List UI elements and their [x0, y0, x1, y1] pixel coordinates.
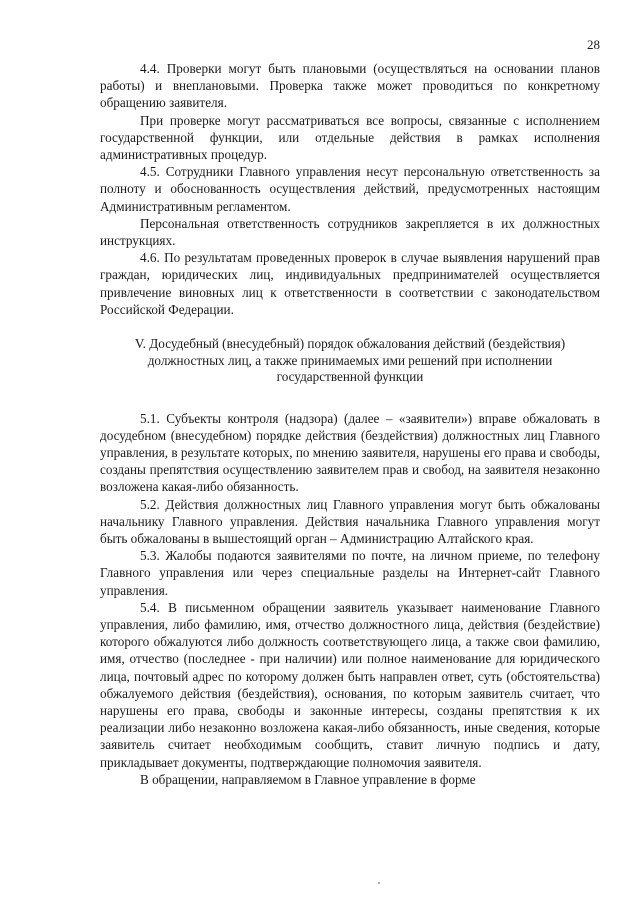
page-number: 28	[587, 37, 600, 52]
paragraph-5-2: 5.2. Действия должностных лиц Главного управления могут быть обжалованы начальнику Главного управления. Действия начальника Главного управления могут быть обжалованы в вышестоящий орган – Администрацию Алтайского края.	[100, 496, 600, 546]
paragraph-4-6: 4.6. По результатам проведенных проверок в случае выявления нарушений прав граждан, юридических лиц, индивидуальных предпринимателей осуществляется привлечение виновных лиц к ответственности в соответствии с законодательством Российской Федерации.	[100, 250, 600, 317]
paragraph-5-3: 5.3. Жалобы подаются заявителями по почте, на личном приеме, по телефону Главного управления или через специальные разделы на Интернет-сайт Главного управления.	[100, 548, 600, 598]
paragraph-5-1: 5.1. Субъекты контроля (надзора) (далее – «заявители») вправе обжаловать в досудебном (внесудебном) порядке действия (бездействия) должностных лиц Главного управления, в результате которых, по мнению заявителя, нарушены его права и свободы, созданы препятствия осуществлению заявителем прав и свобод, на заявителя незаконно возложена какая-либо обязанность.	[100, 410, 601, 495]
document-body	[100, 60, 600, 788]
paragraph-5-4-cont: В обращении, направляемом в Главное управление в форме	[140, 771, 476, 787]
paragraph-4-5: 4.5. Сотрудники Главного управления несут персональную ответственность за полноту и обоснованность осуществления действий, предусмотренных настоящим Административным регламентом.	[100, 164, 600, 214]
paragraph-5-4: 5.4. В письменном обращении заявитель указывает наименование Главного управления, либо фамилию, имя, отчество должностного лица, действия (бездействие) которого обжалуются либо должность соответствующего лица, а также свои фамилию, имя, отчество (последнее - при наличии) или полное наименование для юридического лица, почтовый адрес по которому должен быть направлен ответ, суть (обстоятельства) обжалуемого действия (бездействия), основания, по которым заявитель считает, что нарушены его права, свободы и законные интересы, созданы препятствия к их реализации либо незаконно возложена какая-либо обязанность, иные сведения, которые заявитель считает необходимым сообщить, ставит личную подпись и дату, прикладывает документы, подтверждающие полномочия заявителя.	[100, 599, 600, 770]
paragraph-4-5-cont: Персональная ответственность сотрудников закрепляется в их должностных инструкциях.	[100, 215, 600, 249]
paragraph-4-4-cont: При проверке могут рассматриваться все вопросы, связанные с исполнением государственной функции, или отдельные действия в рамках исполнения административных процедур.	[100, 112, 600, 163]
paragraph-4-4: 4.4. Проверки могут быть плановыми (осуществляться на основании планов работы) и внеплановыми. Проверка также может проводиться по конкретному обращению заявителя.	[100, 61, 600, 111]
scan-speck	[378, 882, 380, 884]
section-heading: V. Досудебный (внесудебный) порядок обжалования действий (бездействия) должностных лиц, а также принимаемых ими решений при исполнении государственной функции	[134, 336, 566, 385]
